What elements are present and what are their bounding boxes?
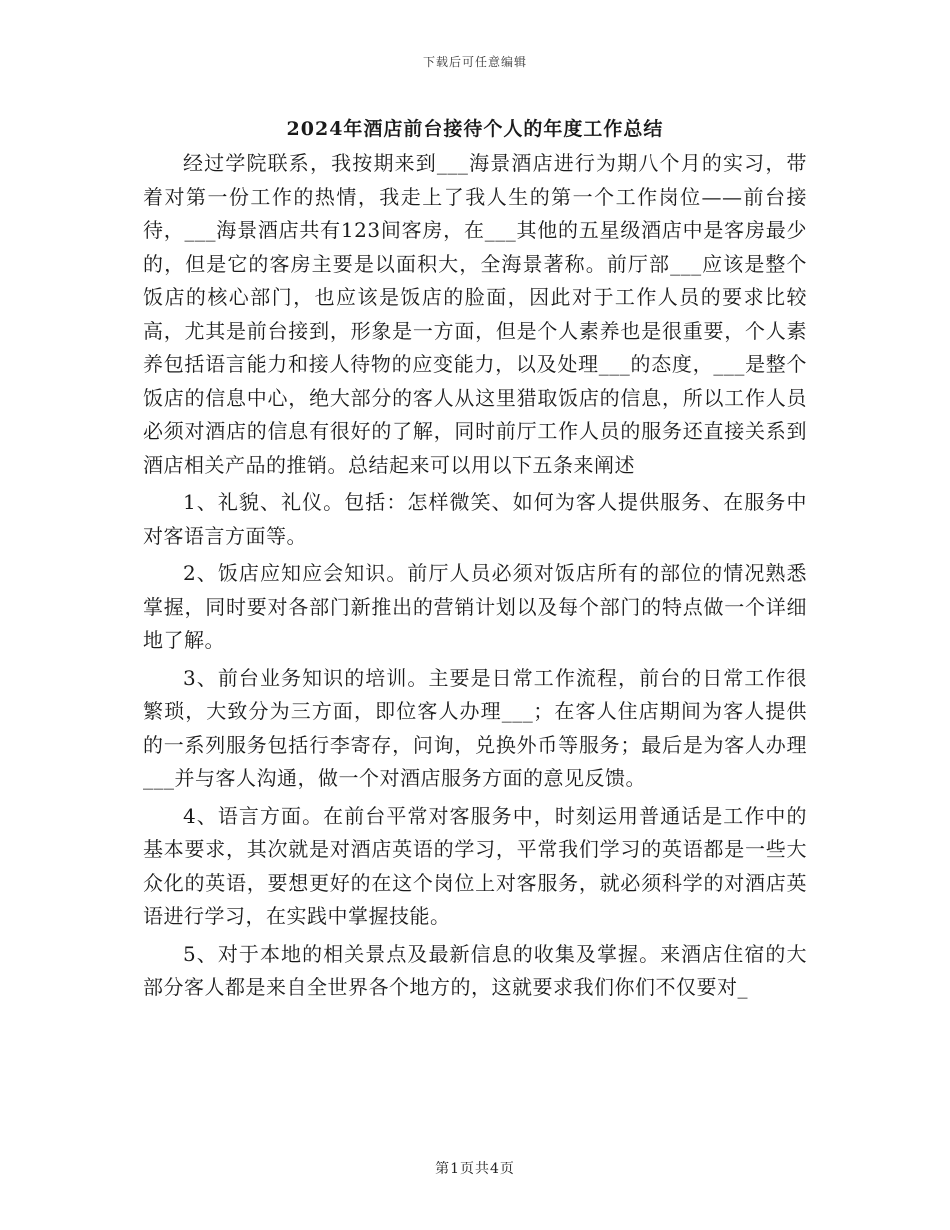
paragraph-intro: 经过学院联系，我按期来到___海景酒店进行为期八个月的实习，带着对第一份工作的热情，我走上了我人生的第一个工作岗位——前台接待，___海景酒店共有123间客房，在___其他的五星级酒店中是客房最少的，但是它的客房主要是以面积大，全海景著称。前厅部___应该是整个饭店的核心部门，也应该是饭店的脸面，因此对于工作人员的要求比较高，尤其是前台接到，形象是一方面，但是个人素养也是很重要，个人素养包括语言能力和接人待物的应变能力，以及处理___的态度，___是整个饭店的信息中心，绝大部分的客人从这里猎取饭店的信息，所以工作人员必须对酒店的信息有很好的了解，同时前厅工作人员的服务还直接关系到酒店相关产品的推销。总结起来可以用以下五条来阐述 — [143, 151, 807, 477]
paragraph-item-4: 4、语言方面。在前台平常对客服务中，时刻运用普通话是工作中的基本要求，其次就是对酒店英语的学习，平常我们学习的英语都是一些大众化的英语，要想更好的在这个岗位上对客服务，就必须科学的对酒店英语进行学习，在实践中掌握技能。 — [143, 803, 807, 928]
paragraph-item-1: 1、礼貌、礼仪。包括：怎样微笑、如何为客人提供服务、在服务中对客语言方面等。 — [143, 490, 807, 548]
paragraph-item-5: 5、对于本地的相关景点及最新信息的收集及掌握。来酒店住宿的大部分客人都是来自全世界各个地方的，这就要求我们你们不仅要对_ — [143, 941, 807, 999]
paragraph-item-3: 3、前台业务知识的培训。主要是日常工作流程，前台的日常工作很繁琐，大致分为三方面，即位客人办理___；在客人住店期间为客人提供的一系列服务包括行李寄存，问询，兑换外币等服务；最后是为客人办理___并与客人沟通，做一个对酒店服务方面的意见反馈。 — [143, 665, 807, 790]
paragraph-item-2: 2、饭店应知应会知识。前厅人员必须对饭店所有的部位的情况熟悉掌握，同时要对各部门新推出的营销计划以及每个部门的特点做一个详细地了解。 — [143, 561, 807, 652]
page-number-footer: 第1页共4页 — [435, 1161, 515, 1177]
header-note: 下载后可任意编辑 — [422, 55, 527, 69]
document-body — [143, 147, 807, 1009]
document-title: 2024年酒店前台接待个人的年度工作总结 — [286, 118, 664, 140]
